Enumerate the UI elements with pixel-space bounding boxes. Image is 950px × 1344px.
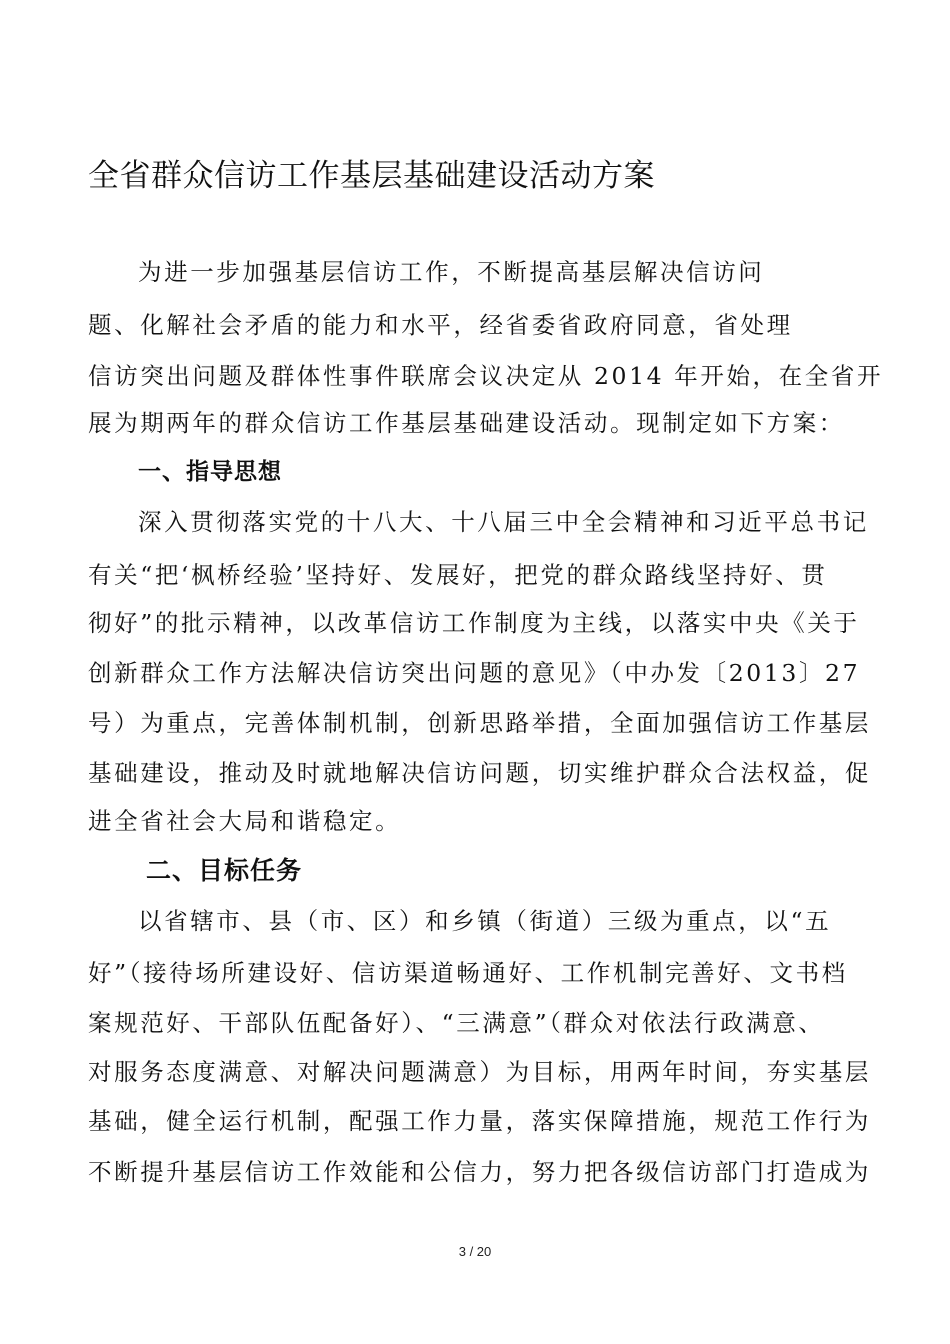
page-title: 全省群众信访工作基层基础建设活动方案 xyxy=(88,158,655,194)
text-line: 案规范好、干部队伍配备好）、“三满意”（群众对依法行政满意、 xyxy=(88,1009,825,1037)
text-line: 进全省社会大局和谐稳定。 xyxy=(88,807,402,835)
section-heading-guiding-ideology: 一、指导思想 xyxy=(138,459,282,485)
text-line: 深入贯彻落实党的十八大、十八届三中全会精神和习近平总书记 xyxy=(138,508,869,536)
text-line: 不断提升基层信访工作效能和公信力，努力把各级信访部门打造成为 xyxy=(88,1158,871,1186)
text-line: 对服务态度满意、对解决问题满意）为目标，用两年时间，夯实基层 xyxy=(88,1058,871,1086)
text-line: 彻好”的批示精神，以改革信访工作制度为主线，以落实中央《关于 xyxy=(88,609,860,637)
text-line: 信访突出问题及群体性事件联席会议决定从 2014 年开始，在全省开 xyxy=(88,362,884,390)
section-heading-targets: 二、目标任务 xyxy=(146,856,303,885)
text-line: 展为期两年的群众信访工作基层基础建设活动。现制定如下方案： xyxy=(88,409,845,437)
text-line: 基础，健全运行机制，配强工作力量，落实保障措施，规范工作行为 xyxy=(88,1107,871,1135)
text-line: 号）为重点，完善体制机制，创新思路举措，全面加强信访工作基层 xyxy=(88,709,871,737)
text-line: 以省辖市、县（市、区）和乡镇（街道）三级为重点，以“五 xyxy=(138,907,832,935)
text-line: 为进一步加强基层信访工作，不断提高基层解决信访问 xyxy=(138,258,765,286)
text-line: 有关“把‘枫桥经验’坚持好、发展好，把党的群众路线坚持好、贯 xyxy=(88,561,828,589)
text-line: 基础建设，推动及时就地解决信访问题，切实维护群众合法权益，促 xyxy=(88,759,871,787)
text-line: 题、化解社会矛盾的能力和水平，经省委省政府同意，省处理 xyxy=(88,311,793,339)
text-line: 好”（接待场所建设好、信访渠道畅通好、工作机制完善好、文书档 xyxy=(88,959,848,987)
text-line: 创新群众工作方法解决信访突出问题的意见》（中办发〔2013〕27 xyxy=(88,659,861,687)
page-number: 3 / 20 xyxy=(458,1244,492,1259)
